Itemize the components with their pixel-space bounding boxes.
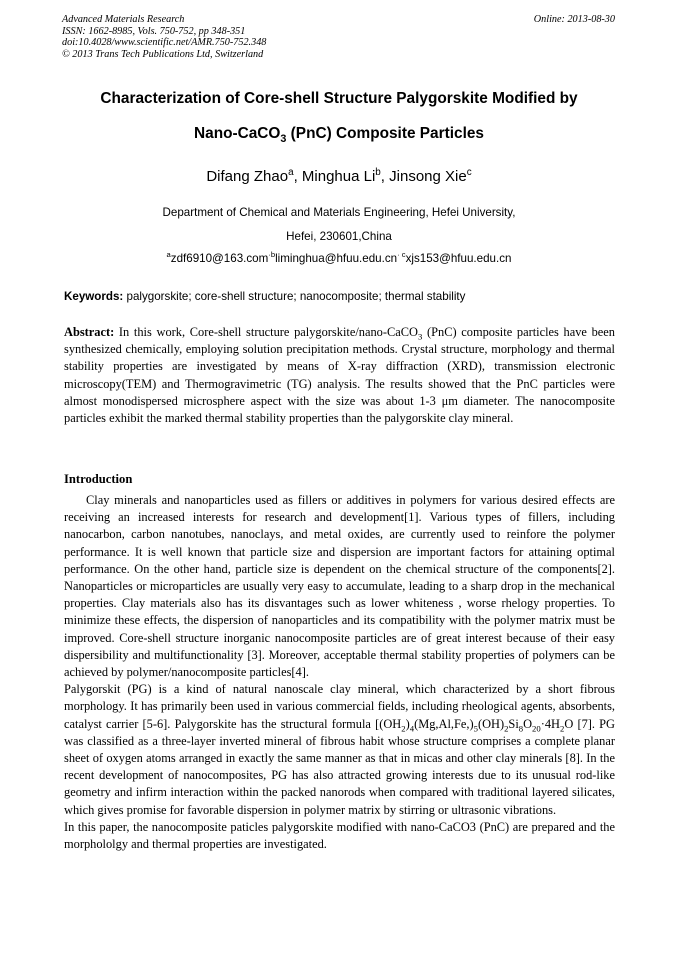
email-address[interactable]: liminghua@hfuu.edu.cn: [275, 252, 398, 265]
affiliation-line-2: Hefei, 230601,China: [286, 230, 392, 243]
email-address[interactable]: xjs153@hfuu.edu.cn: [405, 252, 512, 265]
paper-title-line-1: Characterization of Core-shell Structure Palygorskite Modified by: [100, 90, 578, 107]
title-subscript: 3: [280, 133, 287, 146]
abstract-text-end: (PnC) composite particles have been synthesized chemically, employing solution precipitation methods. Crystal structure, morphology and thermal stability properties are investigated by means of X-ray diffraction (XRD), transmission electronic microscopy(TEM) and Thermogravimetric (TG) analysis. The results showed that the PnC particles were almost monodispersed microsphere aspect with the size was about 1-3 μm diameter. The nanocomposite particles exhibit the marked thermal stability properties than the palygorskite clay mineral.: [64, 325, 615, 426]
title-text: Nano-CaCO: [194, 125, 281, 142]
email-address[interactable]: zdf6910@163.com: [170, 252, 269, 265]
formula-subscript: 2: [559, 723, 565, 734]
email-mark: ·b: [268, 250, 276, 260]
author-affil-mark: c: [466, 167, 472, 178]
abstract-text: In this work, Core-shell structure palygorskite/nano-CaCO: [114, 325, 418, 339]
keywords: [64, 290, 615, 303]
paper-title-line-2: [40, 125, 638, 146]
author-separator: ,: [293, 168, 302, 185]
email-mark: · c: [397, 250, 406, 260]
paragraph-text: Palygorskit (PG) is a kind of natural nanoscale clay mineral, which characterized by a short fibrous morphology. It has primarily been used in various commercial fields, including rheological agents, absorbents, catalyst carrier [5-6]. Palygorskite has the structural formula [(OH: [64, 682, 615, 731]
formula-text: Si: [508, 716, 519, 731]
paragraph: In this paper, the nanocomposite paticles palygorskite modified with nano-CaCO3 (PnC) are prepared and the morphololgy and thermal properties are investigated.: [64, 819, 615, 852]
journal-name: Advanced Materials Research: [62, 14, 185, 25]
paragraph: Clay minerals and nanoparticles used as fillers or additives in polymers for various desired effects are receiving an increased interests for research and development[1]. Various types of fillers, including nanocarbon, carbon nanotubes, nanoclays, and metal oxides, are currently used to reinfore the polymer performance. It is well known that particle size and dispersion are important factors for attaining optimal performance. On the other hand, particle size is dependent on the chemical structure of the components[2]. Nanoparticles or microparticles are usually very easy to accumulate, leading to a sharp drop in the mechanical properties. Clay materials also has its disvantages such as lower whiteness , worse rhelogy properties. To minimize these effects, the dispersion of nanoparticles and its compatibility with the polymer matrix must be improved. Core-shell structure inorganic nanocomposite particles are of great interest because of their easy dispersibility and multifunctionality [3]. Moreover, acceptable thermal stability properties of polymers can be achieved by polymer/nanocomposite particles[4].: [64, 493, 615, 680]
section-heading-introduction: Introduction: [64, 472, 133, 486]
formula-subscript: 8: [518, 723, 524, 734]
formula-text: (Mg,Al,Fe,): [414, 716, 474, 731]
formula-text: ·4H: [540, 716, 560, 731]
author-name: Jinsong Xie: [389, 168, 467, 185]
online-date: Online: 2013-08-30: [533, 14, 615, 25]
keywords-label: Keywords:: [64, 290, 124, 303]
email-mark: a: [166, 250, 171, 260]
author-name: Difang Zhao: [206, 168, 289, 185]
email-line: [40, 252, 638, 265]
formula-text: O: [523, 716, 533, 731]
keywords-text: palygorskite; core-shell structure; nanocomposite; thermal stability: [123, 290, 466, 303]
copyright-line: © 2013 Trans Tech Publications Ltd, Switzerland: [62, 48, 264, 60]
journal-header: [62, 14, 266, 60]
formula-subscript: 2: [401, 723, 406, 734]
formula-subscript: 5: [473, 723, 478, 734]
author-name: Minghua Li: [301, 168, 376, 185]
author-affil-mark: b: [375, 167, 381, 178]
author-list: [40, 168, 638, 185]
author-affil-mark: a: [288, 167, 294, 178]
title-text-end: (PnC) Composite Particles: [286, 125, 484, 142]
formula-subscript: 2: [504, 723, 509, 734]
paragraph-text: O [7]. PG was classified as a three-layer inverted mineral of fibrous habit whose structure comprises a complete planar sheet of oxygen atoms arranged in exactly the same manner as that in micas and other clay minerals [8]. In the recent development of nanocomposites, PG has also attracted growing interests due to its unusual rod-like geometry and infirm interaction within the packed nanorods when compared with traditional layered silicates, which gives promise for favorable dispersion in polymer matrix by stirring or ultrasonic vibrations.: [64, 716, 616, 817]
formula-subscript: 20: [532, 723, 541, 734]
formula-text: ): [405, 716, 410, 731]
author-separator: ,: [380, 168, 390, 185]
abstract-subscript: 3: [417, 331, 423, 342]
abstract: [64, 324, 615, 427]
doi-line: doi:10.4028/www.scientific.net/AMR.750-752.348: [62, 37, 267, 49]
affiliation-line-1: Department of Chemical and Materials Engineering, Hefei University,: [162, 206, 516, 219]
issn-line: ISSN: 1662-8985, Vols. 750-752, pp 348-351: [62, 25, 246, 37]
paragraph: [64, 681, 615, 819]
abstract-label: Abstract:: [64, 325, 115, 339]
formula-subscript: 4: [409, 723, 415, 734]
introduction-body: [64, 492, 615, 853]
formula-text: (OH): [477, 716, 505, 731]
